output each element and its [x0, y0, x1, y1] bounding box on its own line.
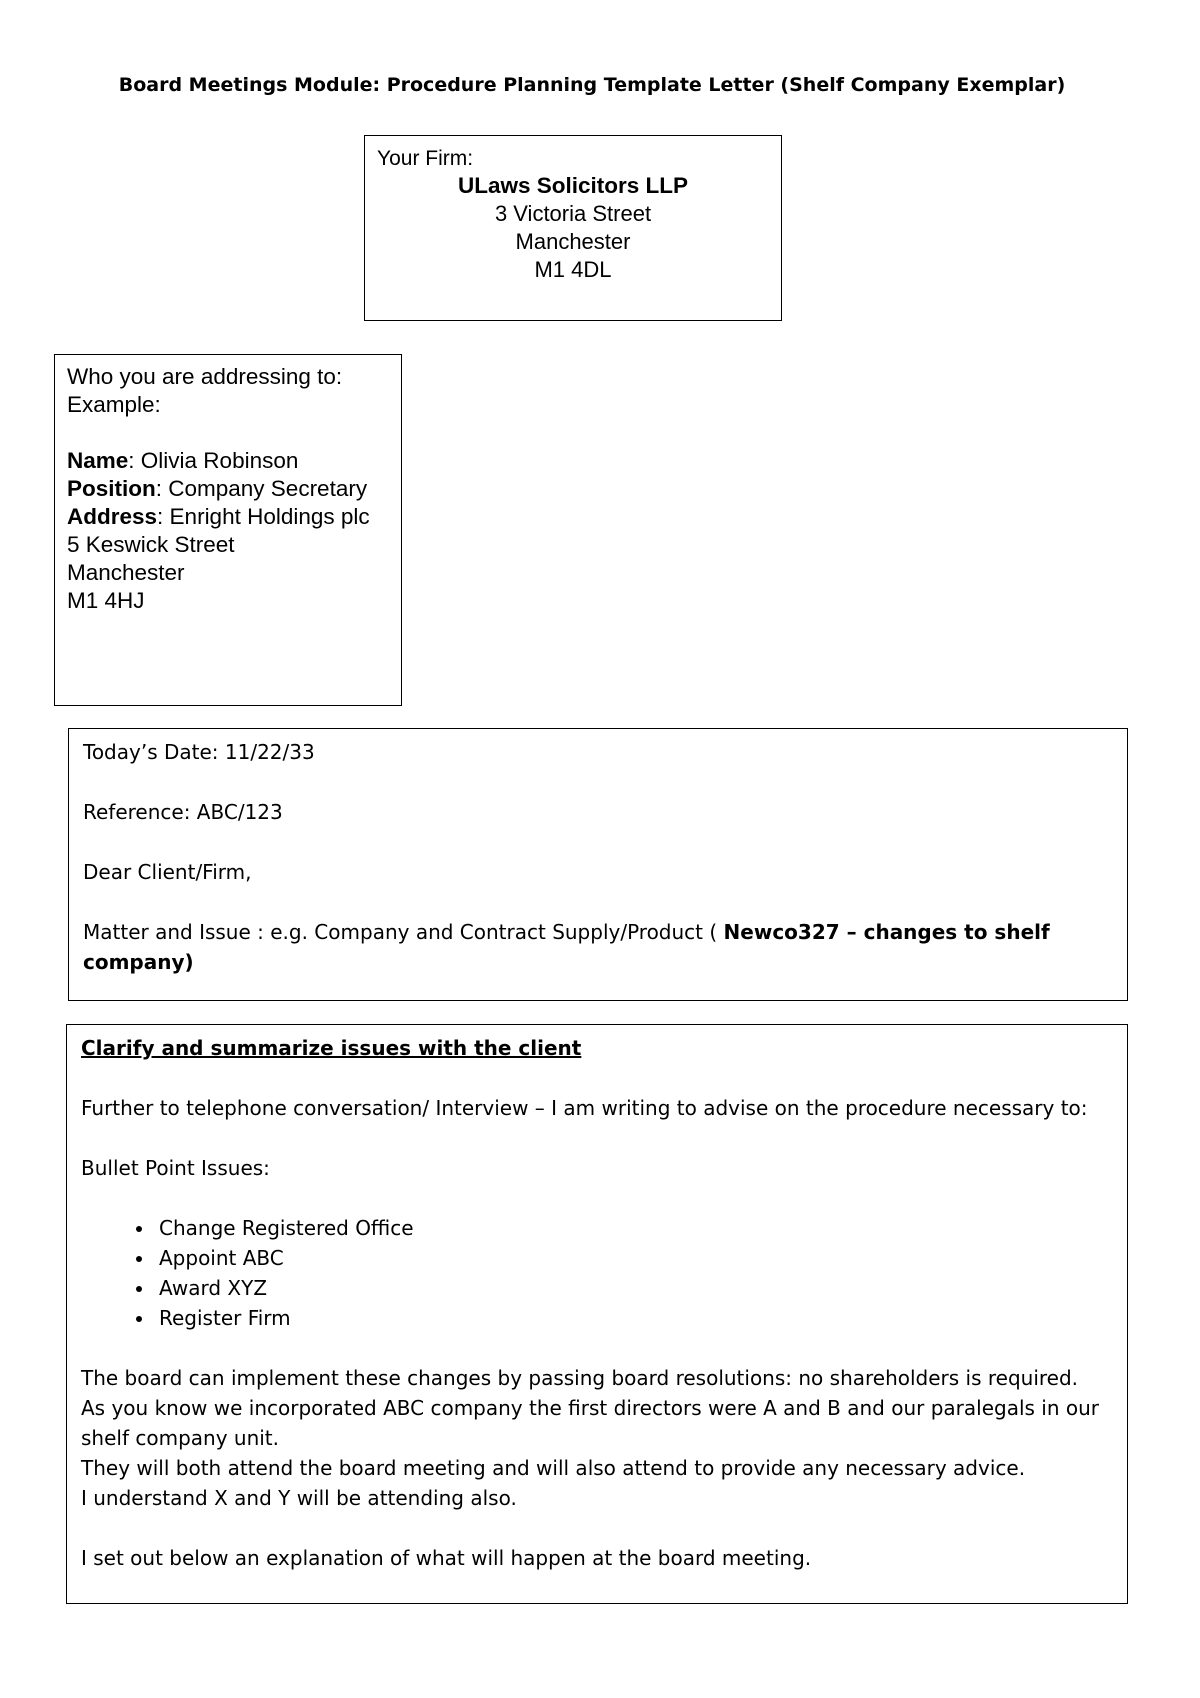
list-item: • Register Firm [155, 1303, 1113, 1333]
summary-para-4: I understand X and Y will be attending also. [81, 1486, 517, 1510]
letter-details-box [68, 728, 1128, 1001]
bullets-label: Bullet Point Issues: [81, 1156, 270, 1180]
addressee-label: Who you are addressing to: [67, 364, 343, 389]
summary-para-1: The board can implement these changes by passing board resolutions: no shareholders is required. [81, 1366, 1079, 1390]
addressee-city: Manchester [67, 560, 185, 585]
name-value: : Olivia Robinson [128, 448, 299, 473]
document-title: Board Meetings Module: Procedure Planning Template Letter (Shelf Company Exemplar) [118, 74, 1066, 96]
firm-box [364, 135, 782, 321]
address-value: : Enright Holdings plc [157, 504, 370, 529]
address-label: Address [67, 504, 158, 529]
summary-para-3: They will both attend the board meeting and will also attend to provide any necessary advice. [81, 1456, 1026, 1480]
salutation: Dear Client/Firm, [83, 860, 252, 884]
matter-bold: Newco327 – changes to shelf company) [83, 920, 1050, 974]
reference-line: Reference: ABC/123 [83, 800, 283, 824]
matter-prefix: Matter and Issue : e.g. Company and Contract Supply/Product ( [83, 920, 724, 944]
firm-name: ULaws Solicitors LLP [457, 173, 689, 198]
summary-closing: I set out below an explanation of what will happen at the board meeting. [81, 1546, 812, 1570]
summary-para-2: As you know we incorporated ABC company the first directors were A and B and our paralegals in our shelf company unit. [81, 1396, 1100, 1450]
matter-line [83, 917, 1113, 977]
firm-city: Manchester [515, 229, 631, 254]
addressee-address [67, 503, 389, 531]
list-item: • Appoint ABC [155, 1243, 1113, 1273]
addressee-example-label: Example: [67, 392, 161, 417]
firm-postcode: M1 4DL [534, 257, 612, 282]
addressee-postcode: M1 4HJ [67, 588, 145, 613]
issues-list [81, 1213, 1113, 1333]
addressee-box [54, 354, 402, 706]
position-label: Position [67, 476, 156, 501]
list-item: • Change Registered Office [155, 1213, 1113, 1243]
addressee-street: 5 Keswick Street [67, 532, 235, 557]
summary-intro: Further to telephone conversation/ Interview – I am writing to advise on the procedure necessary to: [81, 1096, 1088, 1120]
addressee-name [67, 447, 389, 475]
list-item: • Award XYZ [155, 1273, 1113, 1303]
firm-label: Your Firm: [377, 147, 474, 170]
name-label: Name [67, 448, 129, 473]
date-line: Today’s Date: 11/22/33 [83, 740, 315, 764]
addressee-position [67, 475, 389, 503]
position-value: : Company Secretary [155, 476, 368, 501]
summary-box [66, 1024, 1128, 1604]
firm-street: 3 Victoria Street [494, 201, 652, 226]
summary-heading: Clarify and summarize issues with the client [81, 1036, 582, 1060]
